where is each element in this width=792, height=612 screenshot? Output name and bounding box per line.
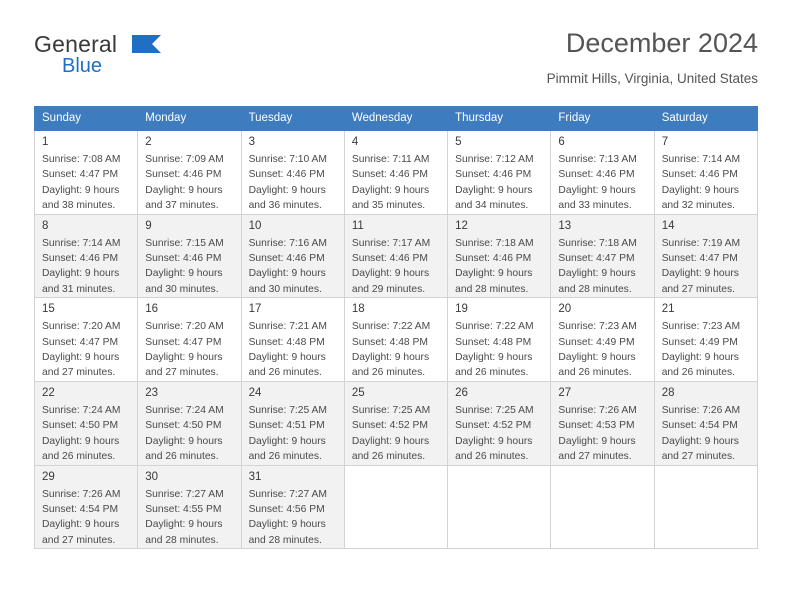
day-details bbox=[551, 234, 653, 298]
calendar-day-cell[interactable] bbox=[241, 298, 344, 382]
sunset-text: Sunset: 4:48 PM bbox=[351, 336, 428, 348]
day-number: 14 bbox=[661, 219, 675, 232]
calendar-day-cell[interactable] bbox=[138, 298, 241, 382]
day-number: 3 bbox=[248, 136, 255, 148]
daylight-text-cont: and 28 minutes. bbox=[145, 534, 219, 546]
weekday-header-friday: Friday bbox=[551, 107, 654, 131]
calendar-day-cell[interactable] bbox=[654, 298, 757, 382]
weekday-header-thursday: Thursday bbox=[448, 107, 551, 131]
calendar-week-row bbox=[35, 214, 758, 298]
day-details bbox=[35, 485, 137, 549]
calendar-cell-empty bbox=[344, 465, 447, 549]
day-details bbox=[35, 234, 137, 298]
calendar-day-cell[interactable] bbox=[344, 381, 447, 465]
calendar-day-cell[interactable] bbox=[654, 214, 757, 298]
weekday-header-saturday: Saturday bbox=[654, 107, 757, 131]
sunset-text: Sunset: 4:48 PM bbox=[248, 336, 325, 348]
sunset-text: Sunset: 4:47 PM bbox=[145, 336, 222, 348]
day-number: 10 bbox=[248, 219, 262, 232]
day-details bbox=[655, 150, 757, 214]
daylight-text-cont: and 27 minutes. bbox=[145, 367, 219, 379]
sunrise-text: Sunrise: 7:20 AM bbox=[145, 321, 224, 333]
daylight-text-cont: and 26 minutes. bbox=[248, 367, 322, 379]
daylight-text: Daylight: 9 hours bbox=[661, 352, 739, 364]
calendar-day-cell[interactable] bbox=[654, 131, 757, 215]
sunset-text: Sunset: 4:53 PM bbox=[558, 420, 635, 432]
page-header bbox=[34, 26, 758, 100]
sunrise-text: Sunrise: 7:18 AM bbox=[558, 237, 637, 249]
daylight-text-cont: and 26 minutes. bbox=[145, 451, 219, 463]
sunrise-text: Sunrise: 7:26 AM bbox=[558, 404, 637, 416]
day-details bbox=[655, 234, 757, 298]
daylight-text: Daylight: 9 hours bbox=[558, 352, 636, 364]
calendar-day-cell[interactable] bbox=[344, 131, 447, 215]
day-details bbox=[242, 234, 344, 298]
daylight-text: Daylight: 9 hours bbox=[145, 435, 223, 447]
sunrise-text: Sunrise: 7:09 AM bbox=[145, 154, 224, 165]
day-number: 29 bbox=[42, 470, 55, 483]
calendar-day-cell[interactable] bbox=[448, 131, 551, 215]
sunset-text: Sunset: 4:47 PM bbox=[558, 253, 635, 265]
day-details bbox=[242, 485, 344, 549]
daylight-text: Daylight: 9 hours bbox=[248, 435, 326, 447]
calendar-week-row bbox=[35, 298, 758, 382]
day-number: 27 bbox=[558, 386, 572, 399]
day-number: 8 bbox=[42, 219, 49, 232]
daylight-text: Daylight: 9 hours bbox=[558, 435, 636, 447]
page-subtitle: Pimmit Hills, Virginia, United States bbox=[546, 71, 758, 86]
sunset-text: Sunset: 4:46 PM bbox=[455, 253, 532, 265]
logo-text-blue: Blue bbox=[62, 55, 103, 77]
day-details bbox=[35, 401, 137, 465]
daylight-text: Daylight: 9 hours bbox=[455, 268, 533, 280]
weekday-header-monday: Monday bbox=[138, 107, 241, 131]
flag-icon bbox=[130, 33, 164, 55]
sunrise-text: Sunrise: 7:27 AM bbox=[145, 488, 224, 500]
sunset-text: Sunset: 4:49 PM bbox=[558, 336, 635, 348]
daylight-text-cont: and 38 minutes. bbox=[42, 200, 116, 212]
daylight-text-cont: and 27 minutes. bbox=[42, 534, 116, 546]
daylight-text: Daylight: 9 hours bbox=[351, 268, 430, 280]
calendar-day-cell[interactable] bbox=[344, 214, 447, 298]
sunrise-text: Sunrise: 7:12 AM bbox=[455, 154, 534, 165]
daylight-text: Daylight: 9 hours bbox=[558, 184, 636, 196]
sunset-text: Sunset: 4:52 PM bbox=[455, 420, 532, 432]
day-number: 19 bbox=[455, 303, 468, 316]
daylight-text: Daylight: 9 hours bbox=[42, 435, 120, 447]
calendar-day-cell[interactable] bbox=[551, 131, 654, 215]
sunset-text: Sunset: 4:54 PM bbox=[661, 420, 738, 432]
daylight-text: Daylight: 9 hours bbox=[351, 435, 430, 447]
daylight-text-cont: and 28 minutes. bbox=[455, 283, 529, 295]
daylight-text: Daylight: 9 hours bbox=[145, 268, 223, 280]
calendar-day-cell[interactable] bbox=[551, 381, 654, 465]
sunrise-text: Sunrise: 7:22 AM bbox=[351, 321, 431, 333]
daylight-text: Daylight: 9 hours bbox=[351, 184, 430, 196]
day-details bbox=[138, 234, 240, 298]
sunrise-text: Sunrise: 7:27 AM bbox=[248, 488, 327, 500]
daylight-text-cont: and 27 minutes. bbox=[42, 367, 116, 379]
day-details bbox=[448, 234, 550, 298]
calendar-day-cell[interactable] bbox=[448, 381, 551, 465]
sunrise-text: Sunrise: 7:15 AM bbox=[145, 237, 224, 249]
calendar-day-cell[interactable] bbox=[654, 381, 757, 465]
calendar-body bbox=[35, 131, 758, 549]
daylight-text: Daylight: 9 hours bbox=[455, 352, 533, 364]
daylight-text-cont: and 36 minutes. bbox=[248, 200, 322, 212]
calendar-day-cell[interactable] bbox=[35, 131, 138, 215]
calendar-day-cell[interactable] bbox=[241, 214, 344, 298]
sunset-text: Sunset: 4:50 PM bbox=[42, 420, 119, 432]
daylight-text-cont: and 28 minutes. bbox=[248, 534, 322, 546]
sunset-text: Sunset: 4:56 PM bbox=[248, 503, 325, 515]
calendar-day-cell[interactable] bbox=[551, 298, 654, 382]
sunset-text: Sunset: 4:47 PM bbox=[42, 169, 119, 181]
sunrise-text: Sunrise: 7:10 AM bbox=[248, 154, 327, 165]
calendar-week-row bbox=[35, 465, 758, 549]
daylight-text-cont: and 27 minutes. bbox=[661, 283, 735, 295]
sunrise-text: Sunrise: 7:23 AM bbox=[558, 321, 637, 333]
day-details bbox=[35, 150, 137, 214]
daylight-text: Daylight: 9 hours bbox=[455, 184, 533, 196]
day-number: 21 bbox=[661, 303, 675, 316]
day-number: 15 bbox=[42, 303, 55, 316]
sunrise-text: Sunrise: 7:20 AM bbox=[42, 321, 121, 333]
calendar-week-row bbox=[35, 131, 758, 215]
day-number: 24 bbox=[248, 386, 262, 399]
sunrise-text: Sunrise: 7:23 AM bbox=[661, 321, 741, 333]
day-details bbox=[448, 317, 550, 381]
sunset-text: Sunset: 4:46 PM bbox=[145, 253, 222, 265]
calendar-day-cell[interactable] bbox=[35, 214, 138, 298]
daylight-text: Daylight: 9 hours bbox=[145, 519, 223, 531]
calendar-cell-empty bbox=[551, 465, 654, 549]
daylight-text-cont: and 26 minutes. bbox=[455, 451, 529, 463]
daylight-text-cont: and 30 minutes. bbox=[145, 283, 219, 295]
sunrise-text: Sunrise: 7:11 AM bbox=[351, 154, 430, 165]
day-number: 18 bbox=[351, 303, 365, 316]
sunrise-text: Sunrise: 7:08 AM bbox=[42, 154, 121, 165]
daylight-text: Daylight: 9 hours bbox=[42, 184, 120, 196]
day-details bbox=[345, 234, 447, 298]
day-number: 25 bbox=[351, 386, 365, 399]
daylight-text-cont: and 32 minutes. bbox=[661, 200, 735, 212]
sunrise-text: Sunrise: 7:16 AM bbox=[248, 237, 327, 249]
sunrise-text: Sunrise: 7:13 AM bbox=[558, 154, 637, 165]
daylight-text-cont: and 37 minutes. bbox=[145, 200, 219, 212]
day-number: 7 bbox=[661, 136, 669, 148]
sunset-text: Sunset: 4:49 PM bbox=[661, 336, 738, 348]
sunset-text: Sunset: 4:46 PM bbox=[248, 253, 325, 265]
daylight-text-cont: and 26 minutes. bbox=[351, 451, 426, 463]
calendar-day-cell[interactable] bbox=[138, 465, 241, 549]
daylight-text-cont: and 28 minutes. bbox=[558, 283, 632, 295]
day-number: 28 bbox=[661, 386, 675, 399]
calendar-day-cell[interactable] bbox=[138, 131, 241, 215]
sunrise-text: Sunrise: 7:26 AM bbox=[661, 404, 741, 416]
sunset-text: Sunset: 4:52 PM bbox=[351, 420, 428, 432]
day-number: 13 bbox=[558, 219, 572, 232]
sunset-text: Sunset: 4:54 PM bbox=[42, 503, 119, 515]
day-number: 2 bbox=[145, 136, 152, 148]
daylight-text: Daylight: 9 hours bbox=[558, 268, 636, 280]
daylight-text: Daylight: 9 hours bbox=[145, 184, 223, 196]
daylight-text-cont: and 26 minutes. bbox=[351, 367, 426, 379]
calendar-day-cell[interactable] bbox=[138, 381, 241, 465]
weekday-header-tuesday: Tuesday bbox=[241, 107, 344, 131]
daylight-text-cont: and 26 minutes. bbox=[248, 451, 322, 463]
calendar-week-row bbox=[35, 381, 758, 465]
sunrise-text: Sunrise: 7:17 AM bbox=[351, 237, 431, 249]
day-details bbox=[138, 317, 240, 381]
daylight-text: Daylight: 9 hours bbox=[248, 268, 326, 280]
sunset-text: Sunset: 4:46 PM bbox=[351, 169, 428, 181]
day-number: 22 bbox=[42, 386, 55, 399]
day-details bbox=[551, 401, 653, 465]
calendar-day-cell[interactable] bbox=[344, 298, 447, 382]
daylight-text: Daylight: 9 hours bbox=[455, 435, 533, 447]
day-number: 30 bbox=[145, 470, 159, 483]
calendar-day-cell[interactable] bbox=[35, 465, 138, 549]
daylight-text-cont: and 27 minutes. bbox=[661, 451, 735, 463]
calendar-day-cell[interactable] bbox=[448, 298, 551, 382]
calendar-day-cell[interactable] bbox=[551, 214, 654, 298]
sunset-text: Sunset: 4:48 PM bbox=[455, 336, 532, 348]
daylight-text: Daylight: 9 hours bbox=[248, 519, 326, 531]
daylight-text: Daylight: 9 hours bbox=[248, 352, 326, 364]
calendar-day-cell[interactable] bbox=[35, 298, 138, 382]
day-details bbox=[345, 317, 447, 381]
sunrise-text: Sunrise: 7:18 AM bbox=[455, 237, 534, 249]
sunset-text: Sunset: 4:50 PM bbox=[145, 420, 222, 432]
sunrise-text: Sunrise: 7:26 AM bbox=[42, 488, 121, 500]
day-number: 9 bbox=[145, 219, 152, 232]
daylight-text: Daylight: 9 hours bbox=[351, 352, 430, 364]
sunrise-text: Sunrise: 7:24 AM bbox=[145, 404, 224, 416]
sunset-text: Sunset: 4:46 PM bbox=[558, 169, 635, 181]
daylight-text: Daylight: 9 hours bbox=[42, 352, 120, 364]
day-details bbox=[448, 150, 550, 214]
day-number: 5 bbox=[455, 136, 462, 148]
day-number: 6 bbox=[558, 136, 565, 148]
sunrise-text: Sunrise: 7:21 AM bbox=[248, 321, 327, 333]
weekday-header-sunday: Sunday bbox=[35, 107, 138, 131]
day-details bbox=[242, 150, 344, 214]
sunset-text: Sunset: 4:46 PM bbox=[248, 169, 325, 181]
daylight-text-cont: and 31 minutes. bbox=[42, 283, 116, 295]
sunset-text: Sunset: 4:46 PM bbox=[145, 169, 222, 181]
daylight-text-cont: and 29 minutes. bbox=[351, 283, 426, 295]
day-details bbox=[655, 401, 757, 465]
logo bbox=[34, 32, 264, 88]
day-number: 31 bbox=[248, 470, 262, 483]
sunrise-text: Sunrise: 7:25 AM bbox=[248, 404, 327, 416]
sunrise-text: Sunrise: 7:25 AM bbox=[455, 404, 534, 416]
calendar-table bbox=[34, 106, 758, 549]
day-details bbox=[138, 485, 240, 549]
calendar-day-cell[interactable] bbox=[35, 381, 138, 465]
calendar-cell-empty bbox=[654, 465, 757, 549]
daylight-text: Daylight: 9 hours bbox=[42, 268, 120, 280]
sunset-text: Sunset: 4:46 PM bbox=[661, 169, 738, 181]
daylight-text: Daylight: 9 hours bbox=[248, 184, 326, 196]
day-number: 17 bbox=[248, 303, 262, 316]
sunrise-text: Sunrise: 7:22 AM bbox=[455, 321, 534, 333]
day-number: 16 bbox=[145, 303, 159, 316]
calendar-day-cell[interactable] bbox=[138, 214, 241, 298]
day-details bbox=[551, 150, 653, 214]
day-details bbox=[242, 317, 344, 381]
calendar-day-cell[interactable] bbox=[241, 131, 344, 215]
daylight-text-cont: and 26 minutes. bbox=[558, 367, 632, 379]
day-details bbox=[35, 317, 137, 381]
daylight-text: Daylight: 9 hours bbox=[661, 184, 739, 196]
daylight-text-cont: and 26 minutes. bbox=[42, 451, 116, 463]
day-details bbox=[345, 150, 447, 214]
logo-text-general: General bbox=[34, 31, 118, 57]
sunset-text: Sunset: 4:47 PM bbox=[42, 336, 119, 348]
daylight-text-cont: and 26 minutes. bbox=[455, 367, 529, 379]
day-number: 12 bbox=[455, 219, 468, 232]
sunset-text: Sunset: 4:55 PM bbox=[145, 503, 222, 515]
sunset-text: Sunset: 4:46 PM bbox=[455, 169, 532, 181]
sunrise-text: Sunrise: 7:14 AM bbox=[42, 237, 121, 249]
day-number: 4 bbox=[351, 136, 359, 148]
day-details bbox=[345, 401, 447, 465]
daylight-text-cont: and 34 minutes. bbox=[455, 200, 529, 212]
sunrise-text: Sunrise: 7:14 AM bbox=[661, 154, 741, 165]
page-title: December 2024 bbox=[565, 28, 758, 58]
daylight-text: Daylight: 9 hours bbox=[42, 519, 120, 531]
day-details bbox=[242, 401, 344, 465]
calendar-day-cell[interactable] bbox=[241, 381, 344, 465]
weekday-header-row bbox=[35, 107, 758, 131]
calendar-day-cell[interactable] bbox=[448, 214, 551, 298]
sunset-text: Sunset: 4:46 PM bbox=[351, 253, 428, 265]
sunset-text: Sunset: 4:51 PM bbox=[248, 420, 325, 432]
day-details bbox=[655, 317, 757, 381]
sunset-text: Sunset: 4:46 PM bbox=[42, 253, 119, 265]
day-details bbox=[138, 401, 240, 465]
title-block bbox=[547, 26, 758, 89]
calendar-day-cell[interactable] bbox=[241, 465, 344, 549]
sunset-text: Sunset: 4:47 PM bbox=[661, 253, 738, 265]
sunrise-text: Sunrise: 7:24 AM bbox=[42, 404, 121, 416]
sunrise-text: Sunrise: 7:19 AM bbox=[661, 237, 741, 249]
day-number: 26 bbox=[455, 386, 468, 399]
daylight-text-cont: and 30 minutes. bbox=[248, 283, 322, 295]
weekday-header-wednesday: Wednesday bbox=[344, 107, 447, 131]
calendar-cell-empty bbox=[448, 465, 551, 549]
daylight-text-cont: and 26 minutes. bbox=[661, 367, 735, 379]
day-number: 11 bbox=[351, 219, 364, 232]
daylight-text-cont: and 35 minutes. bbox=[351, 200, 426, 212]
day-details bbox=[138, 150, 240, 214]
daylight-text: Daylight: 9 hours bbox=[661, 435, 739, 447]
day-number: 20 bbox=[558, 303, 572, 316]
day-number: 23 bbox=[145, 386, 159, 399]
daylight-text-cont: and 27 minutes. bbox=[558, 451, 632, 463]
day-details bbox=[448, 401, 550, 465]
daylight-text-cont: and 33 minutes. bbox=[558, 200, 632, 212]
day-number: 1 bbox=[42, 136, 49, 148]
daylight-text: Daylight: 9 hours bbox=[145, 352, 223, 364]
day-details bbox=[551, 317, 653, 381]
sunrise-text: Sunrise: 7:25 AM bbox=[351, 404, 431, 416]
daylight-text: Daylight: 9 hours bbox=[661, 268, 739, 280]
